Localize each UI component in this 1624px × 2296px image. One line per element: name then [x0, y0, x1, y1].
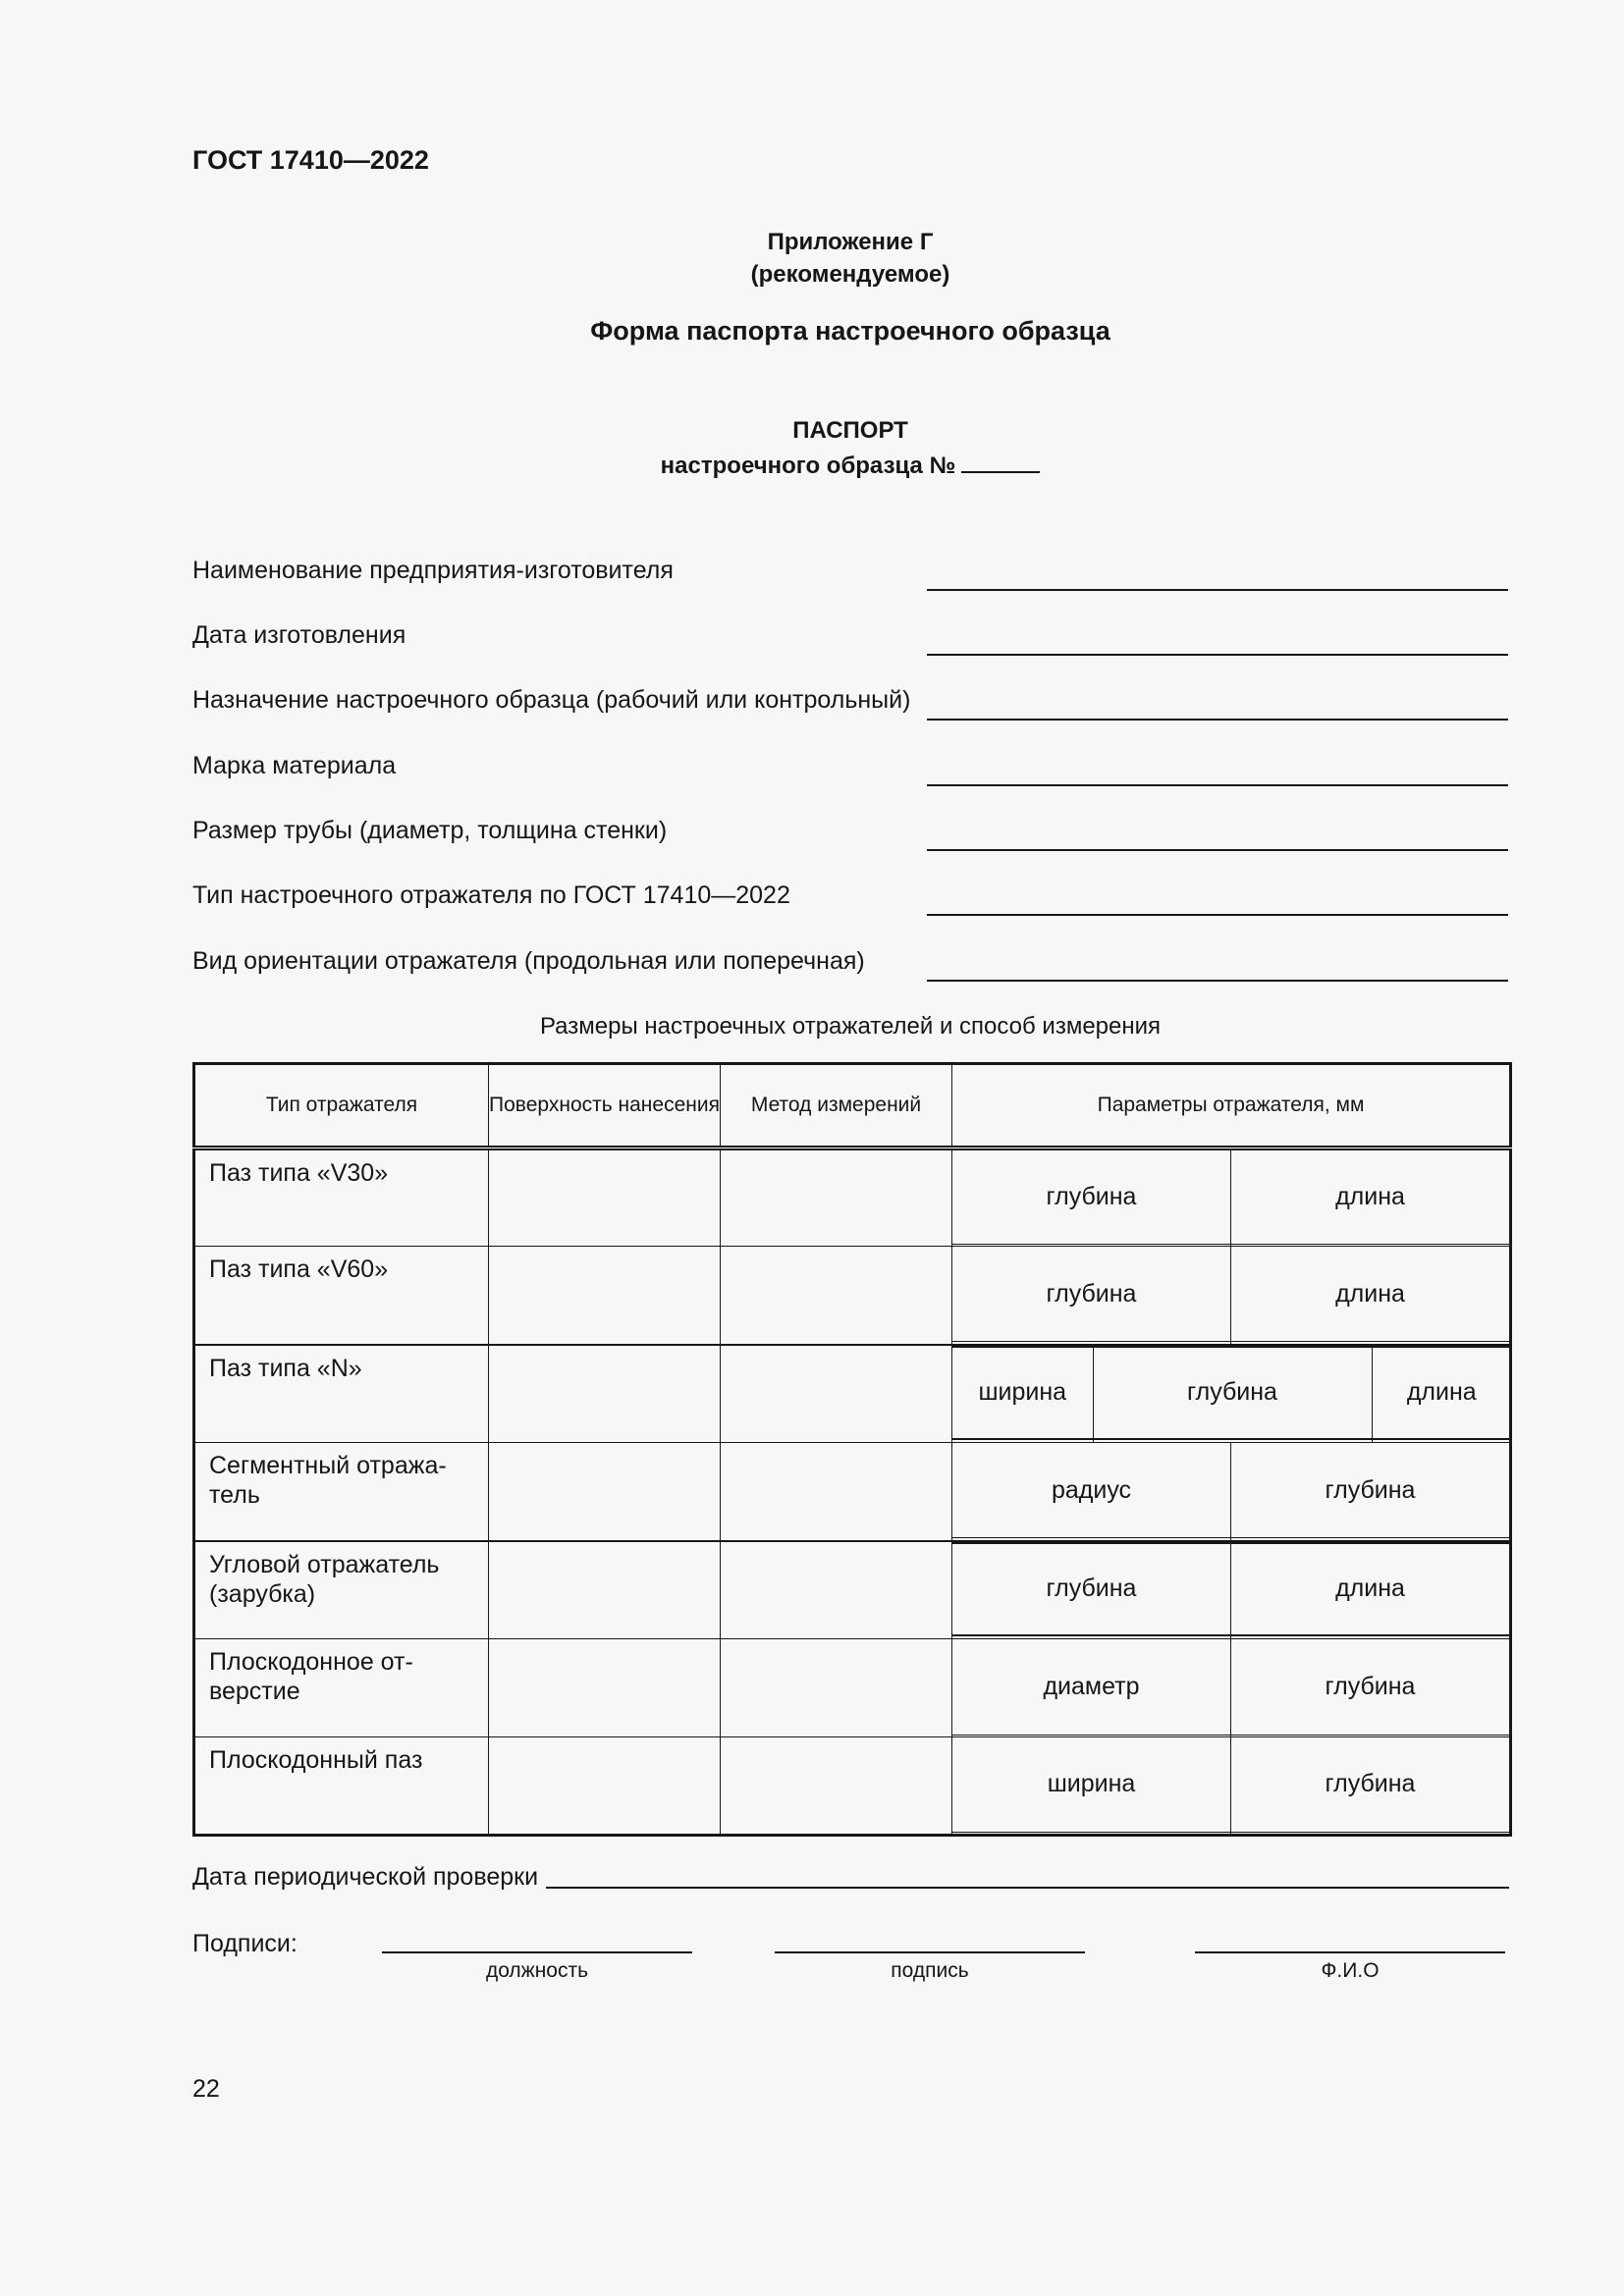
field-label: Тип настроечного отражателя по ГОСТ 17410—2022 [192, 881, 790, 909]
header-surface: Поверхность нанесения [489, 1064, 721, 1148]
field-label: Вид ориентации отражателя (продольная или поперечная) [192, 947, 865, 975]
row-name-v30: Паз типа «V30» [194, 1148, 489, 1247]
row-name-segment: Сегментный отража-тель [194, 1443, 489, 1541]
cell-params [952, 1639, 1511, 1737]
field-fill-line[interactable] [927, 589, 1508, 591]
row-name-v60: Паз типа «V60» [194, 1247, 489, 1345]
param-label: длина [1372, 1347, 1511, 1439]
param-label: длина [1231, 1150, 1510, 1244]
fio-line[interactable] [1195, 1951, 1505, 1953]
param-value[interactable] [952, 1342, 1231, 1344]
param-label: длина [1231, 1247, 1510, 1342]
cell-surface[interactable] [489, 1148, 721, 1247]
cell-surface[interactable] [489, 1541, 721, 1639]
form-title: Форма паспорта настроечного образца [590, 316, 1110, 346]
signature-caption: подпись [891, 1959, 969, 1982]
field-manufacture-date [192, 616, 1508, 656]
field-fill-line[interactable] [927, 784, 1508, 786]
cell-method[interactable] [721, 1247, 952, 1345]
param-label: глубина [1231, 1737, 1510, 1832]
param-label: глубина [1231, 1443, 1510, 1538]
row-name-flat-slot: Плоскодонный паз [194, 1737, 489, 1836]
position-line[interactable] [382, 1951, 692, 1953]
cell-method[interactable] [721, 1443, 952, 1541]
param-label: диаметр [952, 1639, 1231, 1735]
param-value[interactable] [1231, 1538, 1510, 1540]
reflector-table [192, 1062, 1512, 1837]
param-label: глубина [1093, 1347, 1372, 1439]
field-purpose [192, 681, 1508, 721]
header-params: Параметры отражателя, мм [952, 1064, 1511, 1148]
param-label: глубина [952, 1150, 1231, 1244]
field-label: Дата изготовления [192, 621, 406, 649]
param-label: радиус [952, 1443, 1231, 1538]
cell-method[interactable] [721, 1737, 952, 1836]
cell-params [952, 1541, 1511, 1639]
field-fill-line[interactable] [927, 654, 1508, 656]
param-value[interactable] [952, 1832, 1231, 1834]
periodic-check-field [192, 1863, 1509, 1902]
param-label: длина [1231, 1543, 1510, 1635]
field-label: Марка материала [192, 752, 397, 779]
row-name-n: Паз типа «N» [194, 1345, 489, 1443]
document-id: ГОСТ 17410—2022 [192, 145, 429, 175]
cell-surface[interactable] [489, 1639, 721, 1737]
cell-params [952, 1737, 1511, 1836]
cell-params [952, 1247, 1511, 1345]
param-label: ширина [952, 1347, 1093, 1439]
signatures-label: Подписи: [192, 1930, 298, 1957]
table-caption: Размеры настроечных отражателей и способ измерения [539, 1013, 1162, 1040]
field-orientation [192, 942, 1508, 982]
field-label: Размер трубы (диаметр, толщина стенки) [192, 817, 668, 844]
appendix-label: Приложение Г [767, 229, 934, 255]
cell-surface[interactable] [489, 1247, 721, 1345]
periodic-check-fill-line[interactable] [546, 1887, 1509, 1889]
param-label: ширина [952, 1737, 1231, 1832]
field-manufacturer [192, 552, 1508, 591]
passport-number-field[interactable] [961, 450, 1040, 473]
field-pipe-size [192, 812, 1508, 851]
param-label: глубина [952, 1247, 1231, 1342]
cell-params [952, 1345, 1511, 1443]
appendix-heading [192, 226, 1508, 291]
field-material-grade [192, 747, 1508, 786]
cell-params [952, 1148, 1511, 1247]
row-name-corner: Угловой отражатель (зарубка) [194, 1541, 489, 1639]
field-fill-line[interactable] [927, 914, 1508, 916]
param-label: глубина [952, 1543, 1231, 1635]
row-name-flat-hole: Плоскодонное от-верстие [194, 1639, 489, 1737]
passport-subtitle-text: настроечного образца № [660, 453, 956, 479]
page-number: 22 [192, 2075, 220, 2103]
param-label: глубина [1231, 1639, 1510, 1735]
header-type: Тип отражателя [194, 1064, 489, 1148]
param-value[interactable] [952, 1538, 1231, 1540]
fio-caption: Ф.И.О [1321, 1959, 1380, 1982]
param-value[interactable] [1231, 1832, 1510, 1834]
appendix-status: (рекомендуемое) [750, 261, 950, 288]
cell-surface[interactable] [489, 1345, 721, 1443]
signature-line[interactable] [775, 1951, 1085, 1953]
passport-title: ПАСПОРТ [792, 417, 908, 444]
passport-heading [192, 413, 1508, 484]
cell-method[interactable] [721, 1345, 952, 1443]
field-label: Назначение настроечного образца (рабочий или контрольный) [192, 686, 911, 714]
position-caption: должность [485, 1959, 589, 1982]
field-fill-line[interactable] [927, 719, 1508, 721]
cell-surface[interactable] [489, 1737, 721, 1836]
cell-params [952, 1443, 1511, 1541]
header-method: Метод измерений [721, 1064, 952, 1148]
field-reflector-type [192, 877, 1508, 916]
field-label: Наименование предприятия-изготовителя [192, 557, 674, 584]
cell-method[interactable] [721, 1639, 952, 1737]
field-fill-line[interactable] [927, 980, 1508, 982]
passport-subtitle [192, 449, 1508, 484]
param-value[interactable] [1231, 1342, 1510, 1344]
cell-method[interactable] [721, 1148, 952, 1247]
cell-surface[interactable] [489, 1443, 721, 1541]
cell-method[interactable] [721, 1541, 952, 1639]
periodic-check-label: Дата периодической проверки [192, 1863, 539, 1891]
field-fill-line[interactable] [927, 849, 1508, 851]
